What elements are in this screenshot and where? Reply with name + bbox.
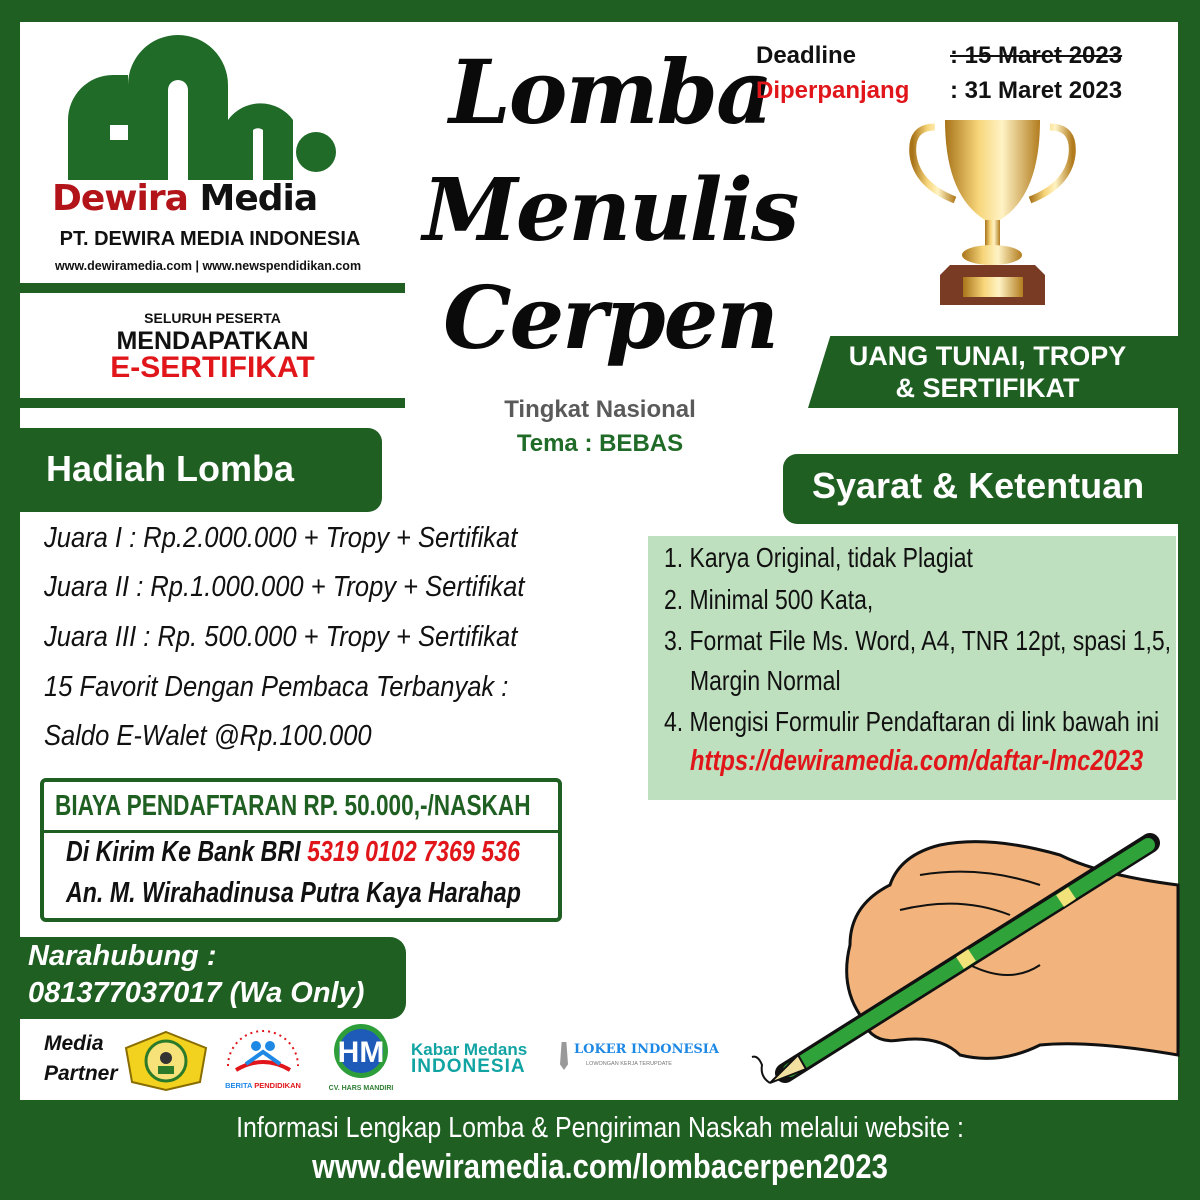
footer-url[interactable]: www.dewiramedia.com/lombacerpen2023	[312, 1148, 888, 1186]
contact-phone[interactable]: 081377037017 (Wa Only)	[28, 977, 365, 1009]
deadline-extended-value: : 31 Maret 2023	[950, 77, 1123, 104]
deadline-original	[950, 42, 1122, 70]
deadline-extended-label: Diperpanjang	[756, 77, 910, 104]
registration-link[interactable]: https://dewiramedia.com/daftar-lmc2023	[690, 745, 1144, 777]
loker-line1: LOKER INDONESIA	[574, 1042, 719, 1057]
berita-pendidikan-logo	[218, 1026, 308, 1094]
bank-account-number: 5319 0102 7369 536	[307, 836, 520, 868]
prize-item: Juara III : Rp. 500.000 + Tropy + Sertifikat	[44, 621, 518, 653]
prize-item: Juara II : Rp.1.000.000 + Tropy + Sertifikat	[44, 571, 525, 603]
deadline-original-value: : 15 Maret 2023	[950, 42, 1123, 69]
deadline-label: Deadline	[756, 42, 857, 69]
media-partner-label-line2: Partner	[44, 1062, 118, 1085]
divider	[20, 398, 405, 408]
requirement-item: 3. Format File Ms. Word, A4, TNR 12pt, spasi 1,5,	[664, 625, 1172, 656]
company-name: PT. DEWIRA MEDIA INDONESIA	[59, 228, 361, 250]
requirement-item: Margin Normal	[690, 665, 841, 696]
divider	[20, 283, 405, 293]
certificate-line1: SELURUH PESERTA	[144, 310, 281, 326]
hars-mandiri-text: CV. HARS MANDIRI	[328, 1085, 394, 1092]
title-line3: Cerpen	[443, 268, 777, 369]
dewira-media-logo-icon	[48, 30, 338, 180]
yayasan-pendidikan-logo-icon	[122, 1030, 210, 1092]
company-websites: www.dewiramedia.com | www.newspendidikan.com	[54, 259, 362, 273]
brand-name	[52, 178, 317, 219]
competition-level: Tingkat Nasional	[504, 396, 696, 423]
berita-pendidikan-icon	[218, 1026, 308, 1074]
competition-theme: Tema : BEBAS	[516, 430, 684, 457]
title-line2: Menulis	[422, 160, 798, 261]
prizes-heading: Hadiah Lomba	[46, 448, 295, 489]
certificate-line2: MENDAPATKAN	[116, 327, 309, 355]
bank-prefix: Di Kirim Ke Bank BRI	[66, 836, 301, 868]
prize-item: 15 Favorit Dengan Pembaca Terbanyak :	[44, 671, 509, 703]
bank-account-line	[66, 836, 520, 869]
title-line1: Lomba	[448, 40, 772, 144]
hars-mandiri-icon	[331, 1022, 391, 1080]
kabar-medans-line1: Kabar Medans	[411, 1040, 528, 1059]
requirement-item: 4. Mengisi Formulir Pendaftaran di link bawah ini	[664, 706, 1160, 737]
certificate-line3: E-SERTIFIKAT	[110, 351, 315, 384]
registration-fee-title: BIAYA PENDAFTARAN RP. 50.000,-/NASKAH	[55, 790, 531, 822]
loker-line2: LOWONGAN KERJA TERUPDATE	[586, 1061, 672, 1067]
prize-banner-text	[815, 340, 1160, 404]
requirement-item: 2. Minimal 500 Kata,	[664, 584, 874, 615]
svg-text:HM: HM	[337, 1036, 385, 1069]
brand-name-part1: Dewira	[52, 178, 188, 219]
brand-name-part2: Media	[199, 178, 318, 219]
bank-account-name: An. M. Wirahadinusa Putra Kaya Harahap	[66, 877, 521, 909]
prize-item: Juara I : Rp.2.000.000 + Tropy + Sertifikat	[44, 522, 518, 554]
hand-writing-illustration-icon	[740, 815, 1180, 1085]
prize-banner-line2: & SERTIFIKAT	[895, 373, 1080, 403]
kabar-medans-logo	[411, 1042, 551, 1076]
footer-info: Informasi Lengkap Lomba & Pengiriman Naskah melalui website :	[236, 1112, 964, 1144]
requirements-heading: Syarat & Ketentuan	[812, 465, 1145, 506]
prize-item: Saldo E-Walet @Rp.100.000	[44, 720, 372, 752]
media-partner-label-line1: Media	[44, 1032, 104, 1055]
requirement-item: 1. Karya Original, tidak Plagiat	[664, 542, 973, 573]
prize-banner-line1: UANG TUNAI, TROPY	[848, 341, 1127, 371]
pendidikan-text: PENDIDIKAN	[254, 1081, 301, 1090]
contact-label: Narahubung :	[28, 940, 217, 972]
trophy-icon	[905, 115, 1080, 315]
kabar-medans-line2: INDONESIA	[411, 1056, 526, 1077]
hars-mandiri-logo	[322, 1022, 400, 1094]
fee-divider	[44, 830, 558, 833]
berita-text: BERITA	[225, 1081, 253, 1090]
